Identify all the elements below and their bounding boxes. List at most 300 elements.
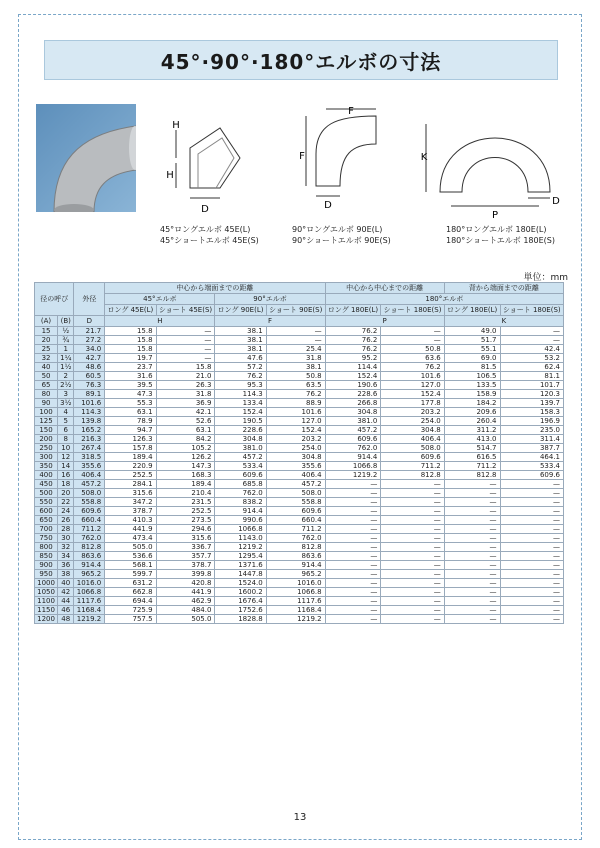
- table-cell: —: [500, 498, 563, 507]
- table-cell: 28: [58, 525, 74, 534]
- table-cell: 126.2: [156, 453, 215, 462]
- sub-180s-k: ショート 180E(S): [500, 305, 563, 316]
- table-cell: 660.4: [266, 516, 325, 525]
- table-cell: —: [381, 597, 444, 606]
- table-cell: 20: [58, 489, 74, 498]
- table-cell: 76.2: [381, 363, 444, 372]
- table-cell: —: [381, 543, 444, 552]
- table-cell: 220.9: [105, 462, 156, 471]
- table-cell: —: [325, 570, 381, 579]
- table-cell: —: [381, 606, 444, 615]
- table-cell: 152.4: [215, 408, 266, 417]
- table-cell: —: [444, 525, 500, 534]
- table-cell: 410.3: [105, 516, 156, 525]
- table-cell: —: [325, 498, 381, 507]
- table-cell: 101.6: [381, 372, 444, 381]
- table-cell: 304.8: [266, 453, 325, 462]
- table-cell: 42.7: [74, 354, 105, 363]
- table-cell: 63.1: [156, 426, 215, 435]
- table-cell: 260.4: [444, 417, 500, 426]
- table-cell: —: [381, 579, 444, 588]
- table-row: [35, 516, 564, 525]
- table-cell: 762.0: [215, 489, 266, 498]
- table-row: [35, 606, 564, 615]
- table-cell: 25: [35, 345, 58, 354]
- fig180-caption-long: 180°ロングエルボ 180E(L): [446, 225, 547, 234]
- table-cell: —: [325, 543, 381, 552]
- table-cell: 189.4: [105, 453, 156, 462]
- table-cell: —: [266, 327, 325, 336]
- table-cell: 40: [35, 363, 58, 372]
- table-cell: 406.4: [266, 471, 325, 480]
- table-row: [35, 408, 564, 417]
- table-cell: 315.6: [156, 534, 215, 543]
- table-cell: 133.5: [444, 381, 500, 390]
- table-cell: —: [325, 588, 381, 597]
- table-cell: —: [444, 588, 500, 597]
- table-row: [35, 372, 564, 381]
- table-cell: 139.7: [500, 399, 563, 408]
- fig45-label-h1: H: [172, 120, 180, 131]
- table-cell: 1117.6: [74, 597, 105, 606]
- table-cell: 50: [35, 372, 58, 381]
- table-cell: 914.4: [215, 507, 266, 516]
- table-cell: 152.4: [325, 372, 381, 381]
- table-cell: —: [444, 579, 500, 588]
- table-cell: 311.4: [500, 435, 563, 444]
- table-cell: 26: [58, 516, 74, 525]
- table-cell: —: [325, 579, 381, 588]
- table-cell: 139.8: [74, 417, 105, 426]
- table-cell: 147.3: [156, 462, 215, 471]
- table-cell: 662.8: [105, 588, 156, 597]
- table-cell: 700: [35, 525, 58, 534]
- header-center-center: 中心から中心までの距離: [325, 283, 444, 294]
- table-cell: 216.3: [74, 435, 105, 444]
- table-cell: 457.2: [74, 480, 105, 489]
- table-row: [35, 462, 564, 471]
- table-cell: 76.2: [325, 327, 381, 336]
- table-cell: 1600.2: [215, 588, 266, 597]
- table-cell: 1219.2: [266, 615, 325, 624]
- table-cell: 14: [58, 462, 74, 471]
- table-body: [35, 327, 564, 624]
- table-cell: 60.5: [74, 372, 105, 381]
- table-cell: 1117.6: [266, 597, 325, 606]
- table-cell: 200: [35, 435, 58, 444]
- table-cell: 725.9: [105, 606, 156, 615]
- fig90-label-f1: F: [348, 106, 354, 117]
- table-row: [35, 552, 564, 561]
- sub-90s: ショート 90E(S): [266, 305, 325, 316]
- table-cell: —: [444, 516, 500, 525]
- table-cell: —: [381, 336, 444, 345]
- fig90-caption: [292, 224, 391, 246]
- table-cell: 616.5: [444, 453, 500, 462]
- table-cell: 536.6: [105, 552, 156, 561]
- table-cell: 1168.4: [266, 606, 325, 615]
- table-cell: 254.0: [381, 417, 444, 426]
- table-cell: 914.4: [74, 561, 105, 570]
- table-cell: 65: [35, 381, 58, 390]
- table-cell: —: [500, 507, 563, 516]
- table-cell: —: [500, 615, 563, 624]
- table-cell: ¾: [58, 336, 74, 345]
- table-cell: 266.8: [325, 399, 381, 408]
- table-cell: 457.2: [266, 480, 325, 489]
- table-cell: 15.8: [105, 327, 156, 336]
- table-cell: 812.8: [381, 471, 444, 480]
- table-row: [35, 498, 564, 507]
- table-cell: 114.3: [215, 390, 266, 399]
- table-cell: —: [500, 534, 563, 543]
- table-cell: 21.0: [156, 372, 215, 381]
- table-cell: 347.2: [105, 498, 156, 507]
- table-cell: 711.2: [266, 525, 325, 534]
- table-cell: 1: [58, 345, 74, 354]
- table-cell: 165.2: [74, 426, 105, 435]
- table-cell: 252.5: [156, 507, 215, 516]
- page-number: 13: [293, 812, 307, 823]
- table-cell: —: [500, 570, 563, 579]
- table-cell: 26.3: [156, 381, 215, 390]
- table-cell: 4: [58, 408, 74, 417]
- table-row: [35, 597, 564, 606]
- table-cell: 88.9: [266, 399, 325, 408]
- table-cell: —: [325, 615, 381, 624]
- fig45-label-d: D: [201, 204, 209, 215]
- table-cell: 550: [35, 498, 58, 507]
- table-cell: 508.0: [266, 489, 325, 498]
- table-cell: 31.6: [105, 372, 156, 381]
- table-cell: 8: [58, 435, 74, 444]
- table-cell: 600: [35, 507, 58, 516]
- elbow-photo: [36, 104, 136, 212]
- table-cell: —: [381, 561, 444, 570]
- table-cell: 1295.4: [215, 552, 266, 561]
- table-cell: 63.1: [105, 408, 156, 417]
- table-cell: 1066.8: [215, 525, 266, 534]
- table-cell: 399.8: [156, 570, 215, 579]
- table-cell: 44: [58, 597, 74, 606]
- table-cell: 1016.0: [266, 579, 325, 588]
- table-cell: 1066.8: [325, 462, 381, 471]
- page-title: 45°·90°·180°エルボの寸法: [160, 49, 442, 74]
- table-cell: 76.2: [325, 336, 381, 345]
- table-cell: 2½: [58, 381, 74, 390]
- table-cell: —: [500, 552, 563, 561]
- table-cell: —: [444, 552, 500, 561]
- table-cell: 101.7: [500, 381, 563, 390]
- table-cell: 694.4: [105, 597, 156, 606]
- table-cell: —: [381, 534, 444, 543]
- table-cell: —: [500, 606, 563, 615]
- table-cell: 508.0: [74, 489, 105, 498]
- fig90-label-d: D: [324, 200, 332, 211]
- table-cell: 863.6: [74, 552, 105, 561]
- table-row: [35, 399, 564, 408]
- table-cell: —: [500, 597, 563, 606]
- table-cell: —: [266, 336, 325, 345]
- table-cell: 120.3: [500, 390, 563, 399]
- table-cell: 381.0: [215, 444, 266, 453]
- table-cell: —: [444, 507, 500, 516]
- table-cell: 950: [35, 570, 58, 579]
- table-cell: —: [500, 480, 563, 489]
- table-cell: 812.8: [266, 543, 325, 552]
- table-cell: 46: [58, 606, 74, 615]
- table-cell: 965.2: [74, 570, 105, 579]
- table-cell: 90: [35, 399, 58, 408]
- table-cell: —: [156, 345, 215, 354]
- elbow-45-diagram: [160, 108, 270, 218]
- table-cell: —: [381, 552, 444, 561]
- table-cell: 76.2: [266, 390, 325, 399]
- table-row: [35, 615, 564, 624]
- table-cell: —: [381, 525, 444, 534]
- table-cell: 1¼: [58, 354, 74, 363]
- table-cell: 1000: [35, 579, 58, 588]
- table-cell: 800: [35, 543, 58, 552]
- table-cell: 441.9: [156, 588, 215, 597]
- table-row: [35, 480, 564, 489]
- table-cell: 231.5: [156, 498, 215, 507]
- table-cell: 1066.8: [74, 588, 105, 597]
- table-cell: 1524.0: [215, 579, 266, 588]
- table-cell: 69.0: [444, 354, 500, 363]
- table-cell: —: [325, 516, 381, 525]
- table-cell: 203.2: [266, 435, 325, 444]
- table-cell: 133.4: [215, 399, 266, 408]
- table-cell: 505.0: [156, 615, 215, 624]
- table-cell: 558.8: [74, 498, 105, 507]
- header-center-end: 中心から端面までの距離: [105, 283, 325, 294]
- table-cell: 609.6: [74, 507, 105, 516]
- table-cell: 1150: [35, 606, 58, 615]
- table-cell: 106.5: [444, 372, 500, 381]
- table-cell: 609.6: [266, 507, 325, 516]
- table-cell: —: [500, 327, 563, 336]
- table-cell: 1016.0: [74, 579, 105, 588]
- table-cell: 914.4: [325, 453, 381, 462]
- table-cell: 55.3: [105, 399, 156, 408]
- table-cell: 812.8: [74, 543, 105, 552]
- table-cell: 757.5: [105, 615, 156, 624]
- table-cell: 63.6: [381, 354, 444, 363]
- table-cell: —: [444, 561, 500, 570]
- table-cell: 650: [35, 516, 58, 525]
- table-cell: 95.2: [325, 354, 381, 363]
- table-cell: 294.6: [156, 525, 215, 534]
- table-cell: 355.6: [74, 462, 105, 471]
- table-cell: 38.1: [266, 363, 325, 372]
- table-cell: —: [444, 606, 500, 615]
- table-cell: 152.4: [266, 426, 325, 435]
- table-cell: 762.0: [266, 534, 325, 543]
- table-cell: 500: [35, 489, 58, 498]
- table-cell: 300: [35, 453, 58, 462]
- table-cell: 127.0: [266, 417, 325, 426]
- sym-f: F: [215, 316, 325, 327]
- table-row: [35, 525, 564, 534]
- table-cell: 62.4: [500, 363, 563, 372]
- table-cell: 23.7: [105, 363, 156, 372]
- fig45-label-h2: H: [166, 170, 174, 181]
- table-row: [35, 444, 564, 453]
- table-cell: —: [500, 543, 563, 552]
- dimensions-table: [34, 282, 564, 624]
- table-cell: —: [444, 570, 500, 579]
- table-cell: 406.4: [74, 471, 105, 480]
- table-cell: —: [325, 561, 381, 570]
- table-cell: 228.6: [325, 390, 381, 399]
- table-cell: 711.2: [381, 462, 444, 471]
- table-cell: 378.7: [105, 507, 156, 516]
- table-row: [35, 579, 564, 588]
- table-cell: 252.5: [105, 471, 156, 480]
- table-cell: 441.9: [105, 525, 156, 534]
- table-cell: 3: [58, 390, 74, 399]
- table-row: [35, 363, 564, 372]
- table-cell: 20: [35, 336, 58, 345]
- table-row: [35, 435, 564, 444]
- table-cell: —: [325, 507, 381, 516]
- table-cell: 838.2: [215, 498, 266, 507]
- fig180-caption: [446, 224, 555, 246]
- header-180: 180°エルボ: [325, 294, 563, 305]
- table-cell: 177.8: [381, 399, 444, 408]
- table-cell: —: [444, 534, 500, 543]
- table-cell: 42.1: [156, 408, 215, 417]
- sub-45l: ロング 45E(L): [105, 305, 156, 316]
- table-cell: 533.4: [500, 462, 563, 471]
- table-cell: 1828.8: [215, 615, 266, 624]
- table-cell: 158.9: [444, 390, 500, 399]
- table-cell: 400: [35, 471, 58, 480]
- table-cell: 15.8: [156, 363, 215, 372]
- table-cell: 38.1: [215, 345, 266, 354]
- table-cell: —: [500, 579, 563, 588]
- table-cell: 1200: [35, 615, 58, 624]
- table-cell: 685.8: [215, 480, 266, 489]
- table-cell: 1143.0: [215, 534, 266, 543]
- table-cell: —: [500, 489, 563, 498]
- table-cell: 76.2: [215, 372, 266, 381]
- table-row: [35, 354, 564, 363]
- table-row: [35, 561, 564, 570]
- table-cell: 78.9: [105, 417, 156, 426]
- sym-h: H: [105, 316, 215, 327]
- table-cell: 850: [35, 552, 58, 561]
- table-row: [35, 453, 564, 462]
- elbow-90-diagram: [296, 104, 406, 216]
- table-cell: 1371.6: [215, 561, 266, 570]
- table-cell: 1752.6: [215, 606, 266, 615]
- table-cell: 1½: [58, 363, 74, 372]
- table-cell: —: [156, 336, 215, 345]
- table-cell: 473.4: [105, 534, 156, 543]
- elbow-180-diagram: [420, 110, 570, 222]
- table-cell: 114.3: [74, 408, 105, 417]
- table-cell: 55.1: [444, 345, 500, 354]
- table-cell: 357.7: [156, 552, 215, 561]
- table-cell: ½: [58, 327, 74, 336]
- table-cell: 762.0: [325, 444, 381, 453]
- table-cell: 315.6: [105, 489, 156, 498]
- table-cell: 311.2: [444, 426, 500, 435]
- table-cell: 36: [58, 561, 74, 570]
- table-cell: 76.3: [74, 381, 105, 390]
- table-cell: 158.3: [500, 408, 563, 417]
- sym-p: P: [325, 316, 444, 327]
- sym-b: (B): [58, 316, 74, 327]
- table-cell: —: [500, 516, 563, 525]
- table-cell: 505.0: [105, 543, 156, 552]
- table-cell: 406.4: [381, 435, 444, 444]
- header-nominal: 径の呼び: [35, 283, 74, 316]
- table-cell: 273.5: [156, 516, 215, 525]
- table-cell: —: [381, 327, 444, 336]
- table-cell: 304.8: [215, 435, 266, 444]
- table-cell: 568.1: [105, 561, 156, 570]
- table-cell: 15: [35, 327, 58, 336]
- table-cell: —: [444, 615, 500, 624]
- table-cell: 711.2: [74, 525, 105, 534]
- table-cell: 318.5: [74, 453, 105, 462]
- table-row: [35, 381, 564, 390]
- table-cell: 1447.8: [215, 570, 266, 579]
- table-cell: 514.7: [444, 444, 500, 453]
- header-90: 90°エルボ: [215, 294, 325, 305]
- table-cell: 609.6: [325, 435, 381, 444]
- table-cell: 38: [58, 570, 74, 579]
- table-cell: 6: [58, 426, 74, 435]
- table-cell: 42: [58, 588, 74, 597]
- table-cell: 24: [58, 507, 74, 516]
- table-cell: 81.5: [444, 363, 500, 372]
- table-row: [35, 588, 564, 597]
- table-cell: 5: [58, 417, 74, 426]
- table-cell: 1050: [35, 588, 58, 597]
- table-cell: 12: [58, 453, 74, 462]
- table-cell: 51.7: [444, 336, 500, 345]
- table-cell: —: [500, 525, 563, 534]
- table-cell: —: [325, 525, 381, 534]
- fig45-caption: [160, 224, 259, 246]
- table-cell: —: [325, 597, 381, 606]
- title-banner: [44, 40, 558, 80]
- table-cell: 47.6: [215, 354, 266, 363]
- table-cell: 203.2: [381, 408, 444, 417]
- table-cell: 89.1: [74, 390, 105, 399]
- table-cell: 168.3: [156, 471, 215, 480]
- table-cell: —: [156, 354, 215, 363]
- table-cell: 267.4: [74, 444, 105, 453]
- table-cell: 16: [58, 471, 74, 480]
- table-cell: 2: [58, 372, 74, 381]
- table-cell: 50.8: [381, 345, 444, 354]
- table-row: [35, 390, 564, 399]
- table-cell: 914.4: [266, 561, 325, 570]
- table-cell: 76.2: [325, 345, 381, 354]
- elbow-photo-icon: [36, 104, 136, 212]
- table-cell: 609.6: [500, 471, 563, 480]
- fig90-caption-long: 90°ロングエルボ 90E(L): [292, 225, 383, 234]
- table-row: [35, 570, 564, 579]
- table-cell: 1219.2: [215, 543, 266, 552]
- table-cell: 1219.2: [74, 615, 105, 624]
- table-cell: 250: [35, 444, 58, 453]
